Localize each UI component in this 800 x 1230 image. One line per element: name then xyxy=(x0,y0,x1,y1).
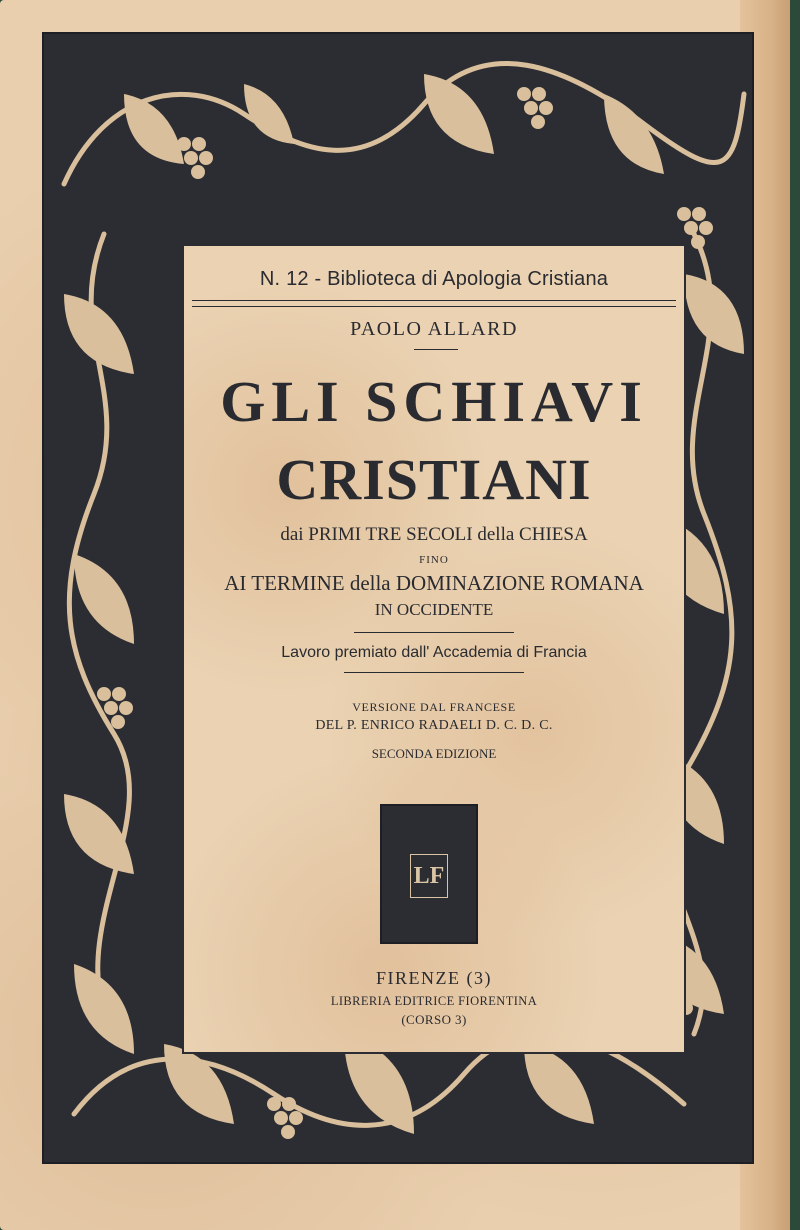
title-line-2: CRISTIANI xyxy=(276,447,592,512)
subtitle-line-1: dai PRIMI TRE SECOLI della CHIESA xyxy=(280,524,588,545)
author-name: PAOLO ALLARD xyxy=(350,318,518,340)
publication-city: FIRENZE (3) xyxy=(376,968,492,988)
version-note: VERSIONE DAL FRANCESE xyxy=(352,700,516,714)
divider xyxy=(344,672,524,673)
divider xyxy=(354,632,514,633)
publisher-emblem xyxy=(380,804,478,944)
emblem-monogram: LF xyxy=(410,854,448,898)
subtitle-line-3: IN OCCIDENTE xyxy=(374,600,494,619)
subtitle-line-2: AI TERMINE della DOMINAZIONE ROMANA xyxy=(224,571,644,595)
publisher-name: LIBRERIA EDITRICE FIORENTINA xyxy=(330,994,538,1008)
subtitle-fino: FINO xyxy=(419,554,449,566)
divider xyxy=(414,349,458,350)
translator: DEL P. ENRICO RADAELI D. C. D. C. xyxy=(315,718,553,733)
double-rule xyxy=(192,300,676,307)
series-label: N. 12 - Biblioteca di Apologia Cristiana xyxy=(259,268,609,290)
award-note: Lavoro premiato dall' Accademia di Francia xyxy=(281,644,587,661)
title-line-1: GLI SCHIAVI xyxy=(220,369,648,434)
ornamental-border xyxy=(42,32,754,1164)
publisher-address: (CORSO 3) xyxy=(401,1012,467,1027)
edition: SECONDA EDIZIONE xyxy=(371,746,497,761)
title-panel xyxy=(182,244,686,1054)
